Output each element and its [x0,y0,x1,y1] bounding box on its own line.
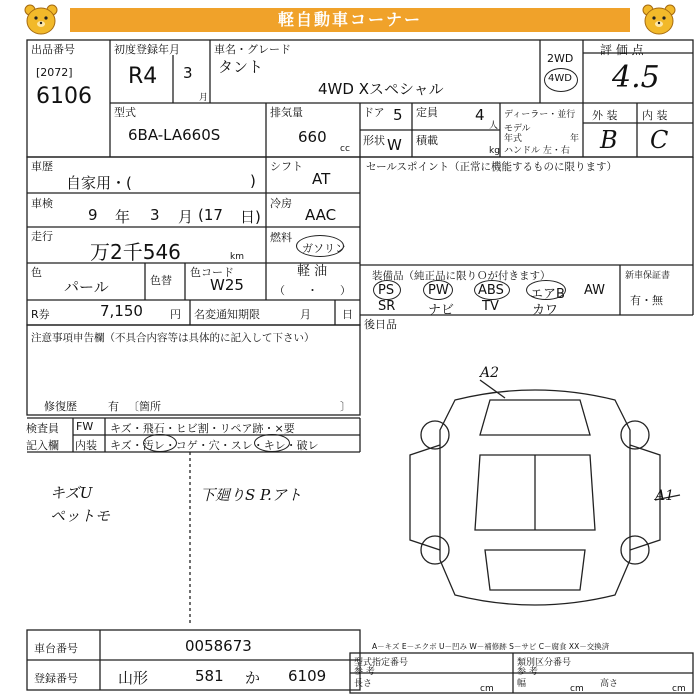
capacity-value: 4 [475,106,485,124]
inspector-label-1: 検査員 [26,422,59,435]
fuel-diesel: 軽 油 [297,264,328,279]
exterior-label: 外 装 [592,109,618,122]
height-label: 高さ [600,679,619,689]
displacement-unit: cc [340,144,350,154]
title-month-label: 月 [300,308,311,321]
inspection-year-unit: 年 [115,208,131,226]
header-title: 軽自動車コーナー [70,8,630,32]
registration-era: R4 [128,64,158,89]
title-day-label: 日 [342,308,353,321]
registration-label: 登録番号 [34,672,78,685]
chassis-number: 0058673 [185,637,252,655]
handle-label: ハンドル 左・右 [504,146,570,156]
equipment-label: 装備品（純正品に限りＯが付きます） [372,270,551,282]
shape-value: W [387,136,402,154]
width-label: 幅 [517,679,527,689]
capacity-unit: 人 [489,121,499,131]
length-unit: cm [480,684,494,694]
ac-label: 冷房 [270,197,292,210]
inspection-label: 車検 [31,197,53,210]
month-unit: 月 [199,93,209,103]
recycle-value: 7,150 [100,302,143,320]
car-damage-diagram [395,360,685,630]
equip-sr: SR [378,299,396,314]
class-number-label: 類別区分番号 [517,658,572,668]
diagram-mark-a2: A2 [480,365,500,381]
height-unit: cm [672,684,686,694]
equip-airbag-circle [526,280,566,300]
color-value: パール [64,278,109,296]
width-unit: cm [570,684,584,694]
inspection-year: 9 [88,206,98,224]
mileage-label: 走行 [31,230,53,243]
shape-label: 形状 [363,134,385,147]
model-label: 車名・グレード [214,43,291,56]
doors-label: ドア [363,106,385,119]
lot-number-label: 出品番号 [31,43,75,56]
drive-2wd-label: 2WD [547,52,574,65]
registration-area: 山形 [118,669,149,687]
equip-abs-circle [474,280,510,300]
drive-4wd-value: 4WD [548,73,572,84]
sales-point-label: セールスポイント（正常に機能するものに限ります） [366,161,618,173]
handwritten-note-2: ペットモ [50,507,111,525]
recycle-label: R券 [31,308,50,321]
equip-airbag: エアB [530,287,565,302]
fuel-paren: （ ・ ） [274,284,351,297]
load-unit: kg [489,146,500,156]
scuff-circle [254,434,290,452]
equip-aw: AW [584,283,606,298]
equip-pw: PW [428,283,449,298]
grade-name: 4WD Xスペシャル [318,80,444,98]
lot-number: 6106 [36,84,92,109]
inspection-month: 3 [150,206,160,224]
rear-items-label: 後日品 [364,318,397,331]
type-label: 型式 [114,106,136,119]
inspector-fw: FW [76,420,94,433]
fuel-label: 燃料 [270,231,292,244]
title-expiry-label: 名変通知期限 [194,308,260,321]
color-label: 色 [31,266,42,279]
repair-part-close: 〕 [340,400,351,413]
displacement-value: 660 [298,128,327,146]
doors-value: 5 [393,106,403,124]
model-year-label: モデル [504,124,531,134]
handwritten-note-1: キズU [50,484,93,502]
repair-history-label: 修復歴 [44,400,77,413]
displacement-label: 排気量 [270,106,303,119]
diagram-mark-a1: A1 [655,488,675,504]
exterior-grade: B [600,126,618,154]
handwritten-note-3: 下廻りS P.アト [200,486,302,504]
fuel-circle [296,235,344,257]
color-code-label: 色コード [190,266,234,279]
equip-pw-circle [423,280,453,300]
inspector-row2: キズ・汚レ・コゲ・穴・スレ・キレ・破レ [110,439,319,452]
shift-value: AT [312,170,331,188]
type-value: 6BA-LA660S [128,126,221,144]
equip-ps: PS [378,283,395,298]
reference-label-2: 参 考 [517,667,538,677]
usage-label: 車歴 [31,160,53,173]
new-warranty-label: 新車保証書 [625,271,671,281]
color-change-label: 色替 [150,274,172,287]
first-registration-label: 初度登録年月 [114,43,180,56]
mileage-unit: km [230,252,244,262]
ac-value: AAC [305,206,337,224]
length-label: 長さ [354,679,373,689]
dealer-label: ディーラー・並行 [504,110,576,120]
chassis-label: 車台番号 [34,642,78,655]
inspector-interior: 内装 [75,439,97,452]
lot-sub-code: [2072] [36,66,73,79]
repair-part-label: 〔箇所 [128,400,161,413]
year-label: 年式 [504,134,523,144]
interior-label: 内 装 [642,109,668,122]
repair-history-value: 有 [108,400,119,413]
recycle-unit: 円 [170,308,181,321]
score-label: 評 価 点 [600,43,644,57]
model-name: タント [218,58,264,76]
interior-grade: C [650,126,669,154]
load-label: 積載 [416,134,438,147]
inspection-month-unit: 月 [178,208,194,226]
type-designation-label: 型式指定番号 [354,658,409,668]
new-warranty-value: 有・無 [630,294,663,307]
equip-abs: ABS [478,283,504,298]
year-unit: 年 [570,134,580,144]
usage-close: ) [250,172,256,190]
registration-number: 6109 [288,667,327,685]
equip-ps-circle [373,280,401,300]
stain-circle [143,434,177,452]
score-value: 4.5 [612,60,660,95]
registration-kana: か [245,669,261,687]
equip-tv: TV [482,299,499,314]
usage-value: 自家用・( [66,174,132,192]
registration-class: 581 [195,667,224,685]
capacity-label: 定員 [416,106,438,119]
registration-month: 3 [183,64,193,82]
damage-legend: A－キズ E－エクボ U－凹み W－補修跡 S－サビ C－腐食 XX－交換済 [372,642,610,651]
inspection-day-unit: 日) [240,208,261,226]
mileage-value: 万2千546 [90,240,181,264]
inspection-day: (17 [198,206,223,224]
notes-label: 注意事項申告欄（不具合内容等は具体的に記入して下さい） [31,332,315,344]
inspector-label-2: 記入欄 [26,439,59,452]
color-code-value: W25 [210,276,244,294]
reference-label-1: 参 考 [354,667,375,677]
equip-leather: カワ [532,303,559,318]
inspector-row1: キズ・飛石・ヒビ割・リペア跡・×要 [110,422,295,435]
fuel-gasoline: ガソリン [302,242,346,255]
shift-label: シフト [270,160,303,173]
equip-navi: ナビ [428,303,455,318]
